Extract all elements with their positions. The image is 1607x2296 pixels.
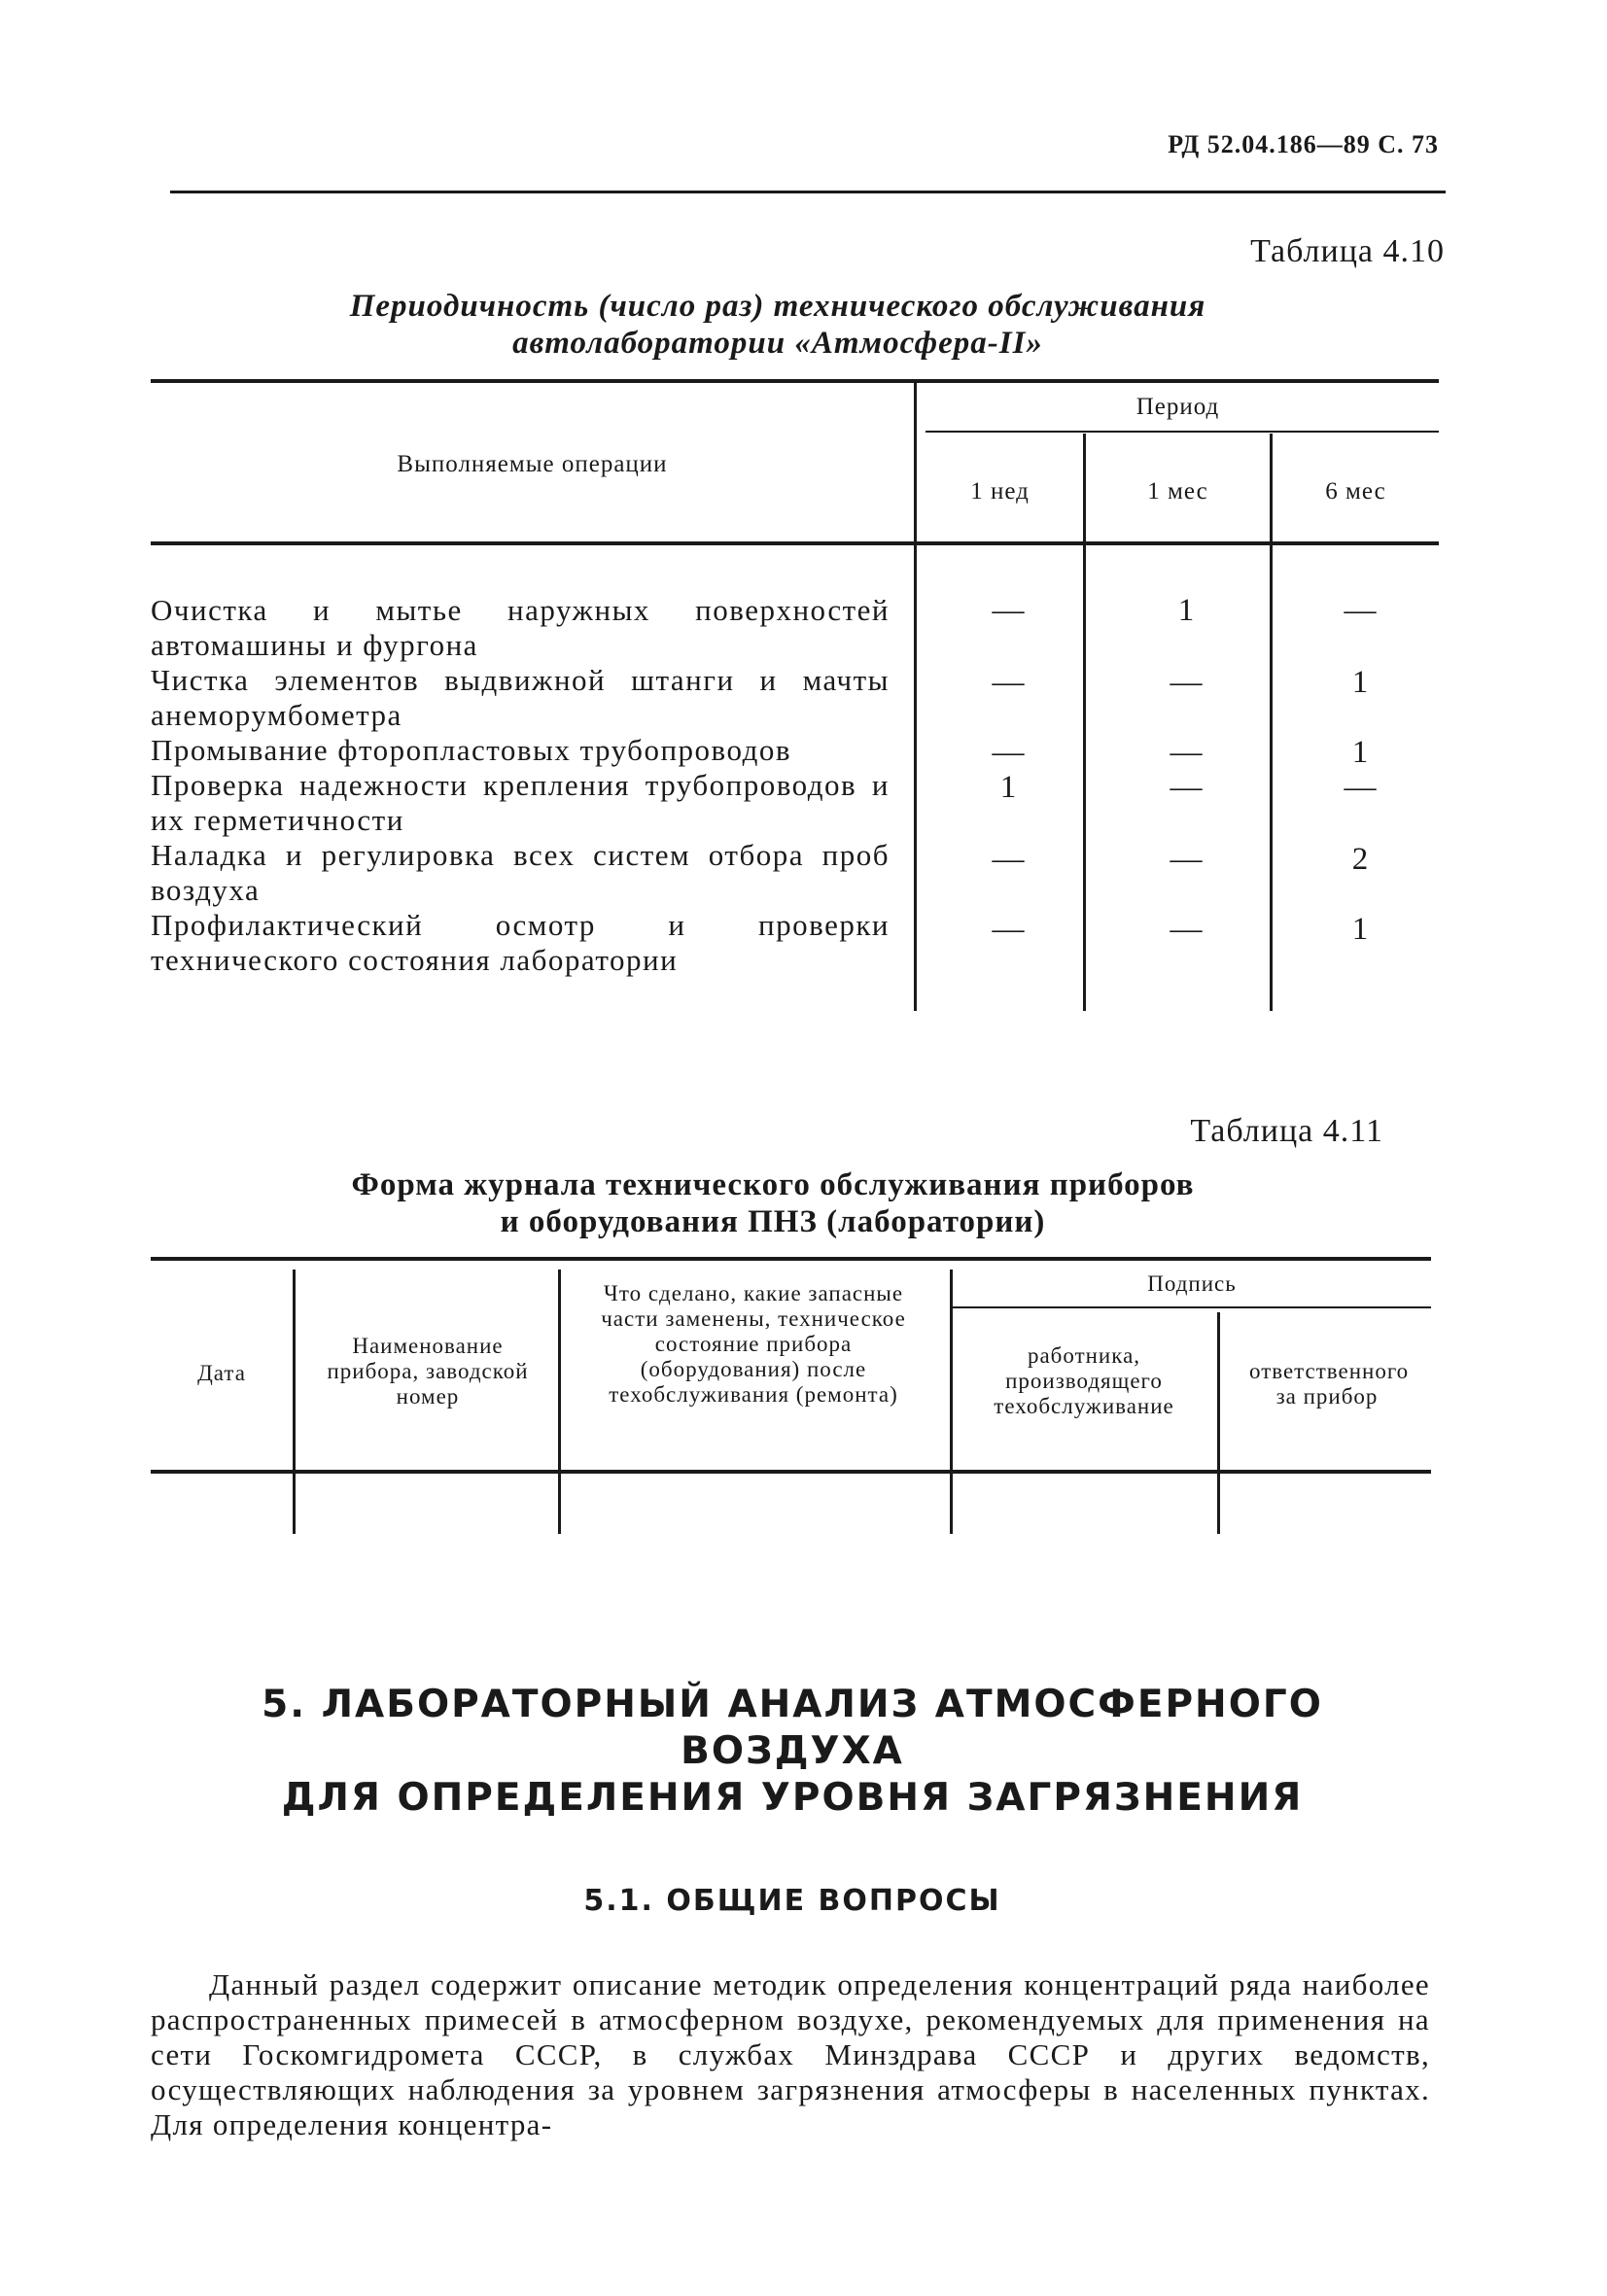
col-worker-header: работника, производящего техобслуживание <box>994 1343 1174 1418</box>
cell-value: 2 <box>1351 842 1369 877</box>
cell-value: — <box>1170 770 1203 805</box>
section-5-title: 5. ЛАБОРАТОРНЫЙ АНАЛИЗ АТМОСФЕРНОГО ВОЗДУХА ДЛЯ ОПРЕДЕЛЕНИЯ УРОВНЯ ЗАГРЯЗНЕНИЯ <box>262 1683 1323 1820</box>
operations-list <box>151 593 890 978</box>
page-header: РД 52.04.186—89 С. 73 <box>1168 130 1439 158</box>
section-5-1-paragraph: Данный раздел содержит описание методик определения концентраций ряда наиболее распространенных примесей в атмосферном воздухе, рекомендуемых для применения на сети Госкомгидромета СССР, в службах Минздрава СССР и других ведомств, осуществляющих наблюдения за уровнем загрязнения атмосферы в населенных пунктах. Для определения концентра- <box>151 1967 1430 2141</box>
cell-value: 1 <box>1177 593 1195 628</box>
table-4-11-title: Форма журнала технического обслуживания приборов и оборудования ПНЗ (лаборатории) <box>351 1167 1195 1239</box>
col-period-header: Период <box>1135 394 1220 420</box>
table-row: Проверка надежности крепления трубопроводов и их герметичности <box>151 768 890 837</box>
table-row: Наладка и регулировка всех систем отбора проб воздуха <box>151 838 890 907</box>
cell-value: 1 <box>999 770 1017 805</box>
section-5-1-title: 5.1. ОБЩИЕ ВОПРОСЫ <box>583 1884 1001 1918</box>
table-row: Профилактический осмотр и проверки технического состояния лаборатории <box>151 908 890 977</box>
table-row: Очистка и мытье наружных поверхностей автомашины и фургона <box>151 593 890 662</box>
cell-value: — <box>1344 593 1377 628</box>
cell-value: — <box>1344 770 1377 805</box>
col-date-header: Дата <box>197 1361 246 1385</box>
cell-value: 1 <box>1351 665 1369 700</box>
table-row: Чистка элементов выдвижной штанги и мачты анеморумбометра <box>151 663 890 732</box>
table-4-11-caption: Таблица 4.11 <box>1190 1113 1383 1149</box>
table-4-10-title: Периодичность (число раз) технического обслуживания автолаборатории «Атмосфера-II» <box>349 289 1206 361</box>
cell-value: — <box>1170 665 1203 700</box>
col-done-header: Что сделано, какие запасные части заменены, техническое состояние прибора (оборудования) после техобслуживания (ремонта) <box>601 1281 906 1407</box>
col-name-header: Наименование прибора, заводской номер <box>327 1334 529 1409</box>
col-signature-header: Подпись <box>1147 1271 1237 1296</box>
col-6month-header: 6 мес <box>1325 478 1386 504</box>
col-month-header: 1 мес <box>1147 478 1208 504</box>
cell-value: 1 <box>1351 912 1369 947</box>
table-4-10-caption: Таблица 4.10 <box>1250 233 1445 269</box>
cell-value: — <box>992 842 1025 877</box>
cell-value: — <box>992 735 1025 770</box>
cell-value: — <box>1170 735 1203 770</box>
cell-value: — <box>1170 912 1203 947</box>
col-week-header: 1 нед <box>970 478 1030 504</box>
cell-value: 1 <box>1351 735 1369 770</box>
cell-value: — <box>992 665 1025 700</box>
cell-value: — <box>992 593 1025 628</box>
col-responsible-header: ответственного за прибор <box>1249 1359 1410 1409</box>
cell-value: — <box>992 912 1025 947</box>
table-row: Промывание фторопластовых трубопроводов <box>151 733 791 767</box>
col-operations-header: Выполняемые операции <box>397 451 668 477</box>
cell-value: — <box>1170 842 1203 877</box>
header-rule <box>170 191 1446 193</box>
